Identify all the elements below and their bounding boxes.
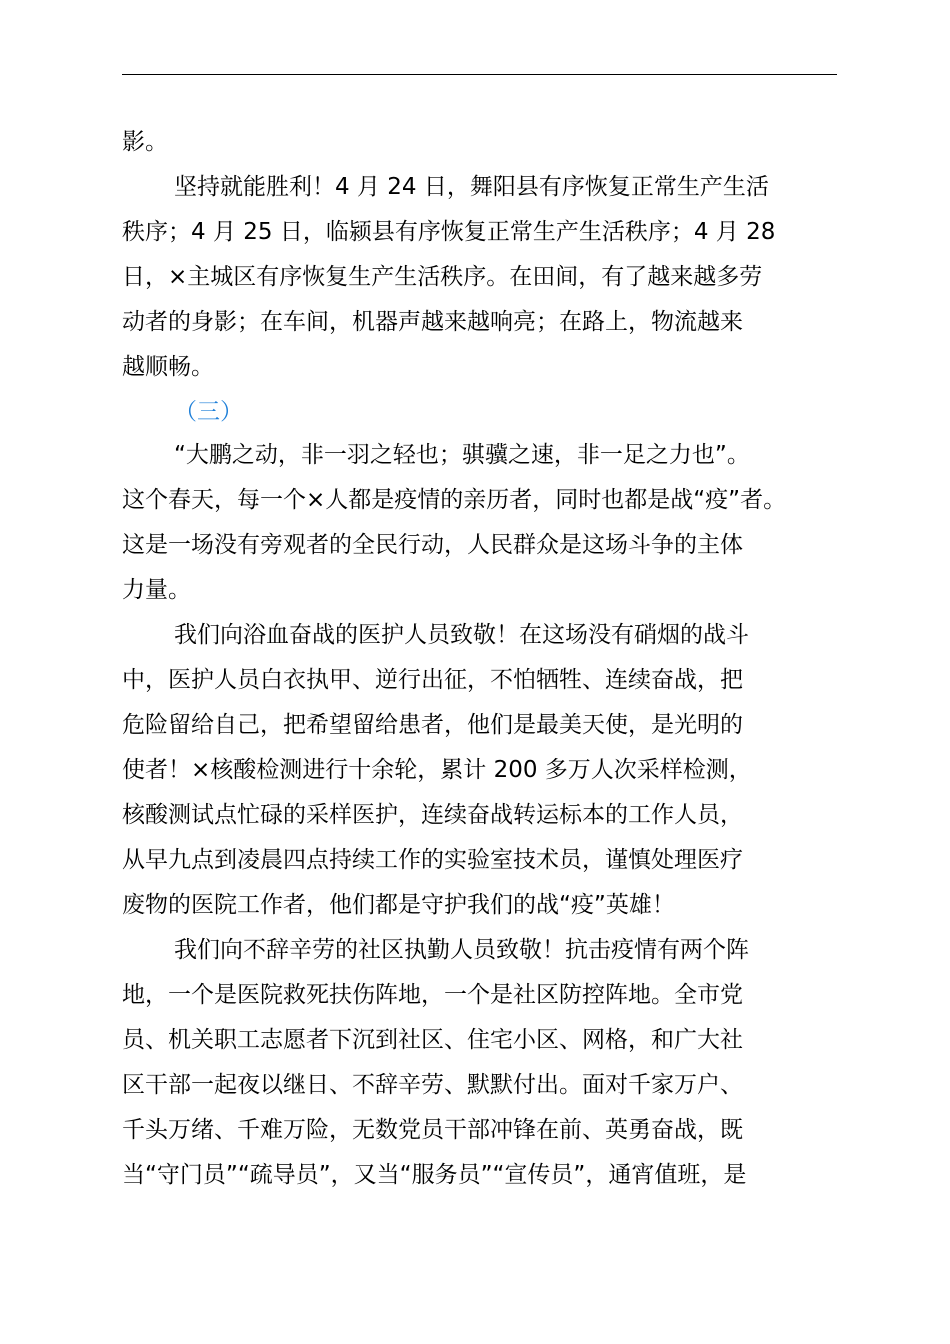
text-line: 这个春天，每一个×人都是疫情的亲历者，同时也都是战“疫”者。 — [122, 487, 787, 513]
paragraph-first-line: 我们向不辞辛劳的社区执勤人员致敬！抗击疫情有两个阵 — [174, 937, 749, 963]
text-line: 越顺畅。 — [122, 354, 214, 380]
text-line: 核酸测试点忙碌的采样医护，连续奋战转运标本的工作人员， — [122, 802, 743, 828]
text-line: 从早九点到凌晨四点持续工作的实验室技术员，谨慎处理医疗 — [122, 847, 743, 873]
text-line: 危险留给自己，把希望留给患者，他们是最美天使，是光明的 — [122, 712, 743, 738]
text-line: 日，×主城区有序恢复生产生活秩序。在田间，有了越来越多劳 — [122, 264, 763, 290]
text-line: 这是一场没有旁观者的全民行动，人民群众是这场斗争的主体 — [122, 532, 743, 558]
section-heading: （三） — [174, 399, 243, 425]
text-line: 千头万绪、千难万险，无数党员干部冲锋在前、英勇奋战，既 — [122, 1117, 743, 1143]
text-line: 动者的身影；在车间，机器声越来越响亮；在路上，物流越来 — [122, 309, 743, 335]
text-line: 员、机关职工志愿者下沉到社区、住宅小区、网格，和广大社 — [122, 1027, 743, 1053]
text-line: 当“守门员”“疏导员”，又当“服务员”“宣传员”，通宵值班，是 — [122, 1162, 747, 1188]
text-line: 区干部一起夜以继日、不辞辛劳、默默付出。面对千家万户、 — [122, 1072, 743, 1098]
text-line: 影。 — [122, 129, 168, 155]
text-line: 秩序；4 月 25 日，临颍县有序恢复正常生产生活秩序；4 月 28 — [122, 219, 776, 245]
header-rule — [122, 74, 837, 75]
paragraph-first-line: 坚持就能胜利！4 月 24 日，舞阳县有序恢复正常生产生活 — [174, 174, 769, 200]
text-line: 地，一个是医院救死扶伤阵地，一个是社区防控阵地。全市党 — [122, 982, 743, 1008]
text-line: 中，医护人员白衣执甲、逆行出征，不怕牺牲、连续奋战，把 — [122, 667, 743, 693]
paragraph-first-line: 我们向浴血奋战的医护人员致敬！在这场没有硝烟的战斗 — [174, 622, 749, 648]
text-line: 废物的医院工作者，他们都是守护我们的战“疫”英雄！ — [122, 892, 675, 918]
text-line: 使者！×核酸检测进行十余轮，累计 200 多万人次采样检测， — [122, 757, 752, 783]
paragraph-first-line: “大鹏之动，非一羽之轻也；骐骥之速，非一足之力也”。 — [174, 442, 750, 468]
text-line: 力量。 — [122, 577, 191, 603]
